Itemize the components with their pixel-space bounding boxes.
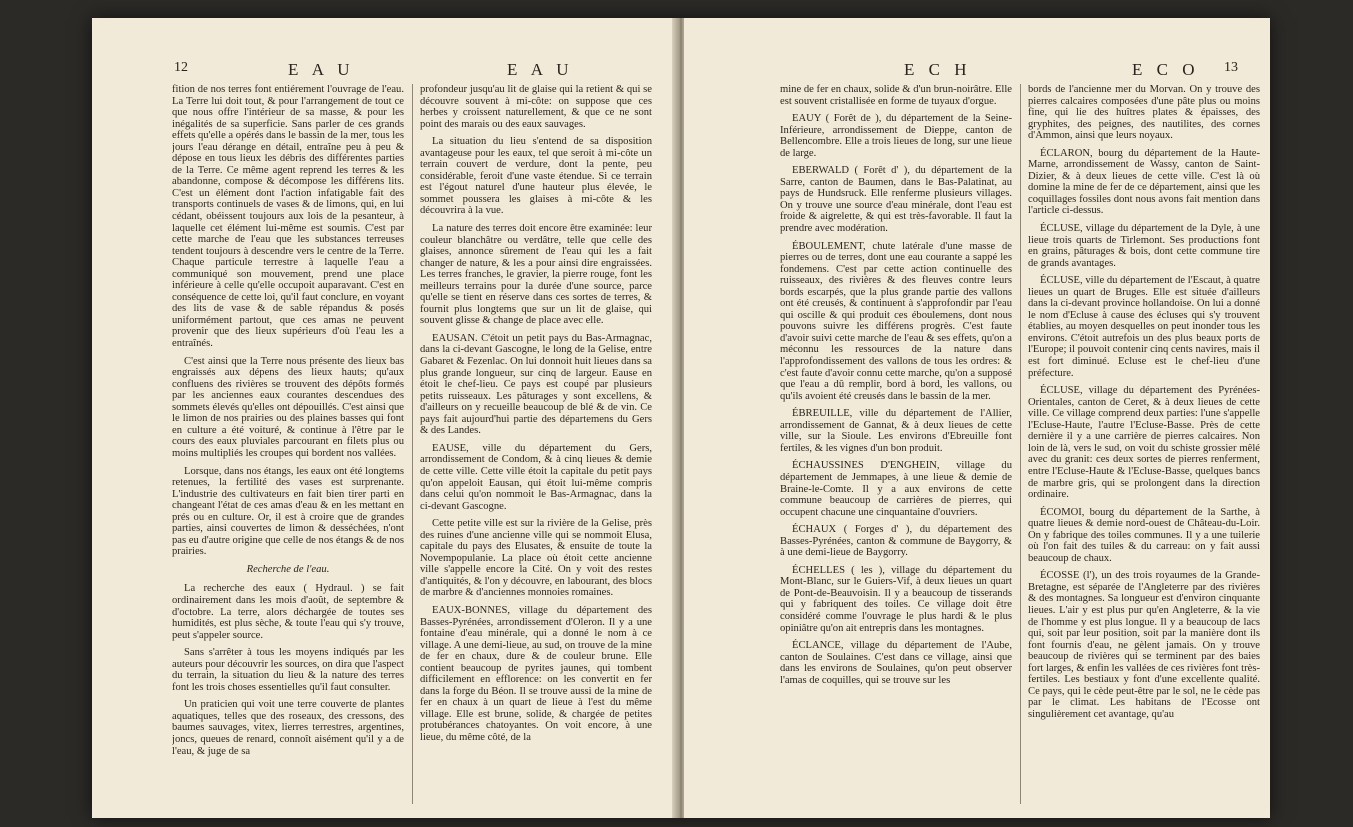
paragraph: La recherche des eaux ( Hydraul. ) se fait ordinairement dans les mois d'août, de septembre & d'octobre. La terre, alors déchargée de toutes ses humidités, est plus sèche, & toute l'eau qui s'y trouve, peut s'appeler source. [172,583,404,641]
paragraph: C'est ainsi que la Terre nous présente des lieux bas engraissés aux dépens des lieux hauts; qu'aux confluens des rivières se trouvent des dépôts formés par les anciennes eaux courantes descendues des sommets élevés qu'elles ont dépouillés. C'est ainsi que le limon de nos prairies ou des plaines basses qui font en culture a été voituré, & continue à l'être par le cours des eaux pluviales parcourant en filets plus ou moins multipliés les croupes qui bordent nos vallées. [172,355,404,459]
paragraph: fition de nos terres font entiérement l'ouvrage de l'eau. La Terre lui doit tout, & pour l'arrangement de tout ce que nous offre l'intérieur de sa masse, & pour les inégalités de sa superficie. Sans parler de ces grands effets qu'elle a opérés dans le bassin de la mer, tous les jours l'eau dérange en détail, entraîne peu à peu & dépose en tous lieux les débris des différentes parties de la Terre. Ce même agent reprend les terres & les abandonne, compose & décompose les différens lits. C'est un élément dont l'action infatigable fait des transports continuels de vases & de limons, qui, en lui cédant, obéissent toujours aux lois de la pesanteur, à laquelle cet élément lui-même est soumis. C'est par cette marche de l'eau que les substances terreuses tendent toujours à descendre vers le centre de la Terre. Chaque particule terrestre à laquelle l'eau a communiqué son mouvement, prend une place inférieure à celle qu'elle occupoit auparavant. C'est en conséquence de cette loi, qu'il faut conclure, en voyant des lits de vase & de sable répandus & posés uniformément partout, que ces amas ne peuvent provenir que des lieux supérieurs d'où l'eau les a entraînés. [172,84,404,350]
paragraph: ÉCOSSE (l'), un des trois royaumes de la Grande-Bretagne, est séparée de l'Angleterre par des rivières & des montagnes. Sa longueur est d'environ cinquante lieues. L'air y est plus pur qu'en Angleterre, & la vie de l'homme y est plus longue. Il y a beaucoup de lacs qui, soit par leur position, soit par la manière dont ils font fournis d'eau, ne gèlent jamais. On y trouve beaucoup de rivières qui se terminent par des baies fort larges, & enfin les vallées de ces rivières font très-fertiles. Les bestiaux y font d'une excellente qualité. Ce pays, qui le cède peut-être par le sol, ne le cède pas par le climat. Les habitans de l'Ecosse ont singulièrement cet avantage, qu'au [1028,570,1260,720]
page-number-right: 13 [1224,60,1238,75]
running-head-right-col2: E C O [1132,60,1200,79]
paragraph: ÉCHAUX ( Forges d' ), du département des Basses-Pyrénées, canton & commune de Baygorry, & à une demi-lieue de Baygorry. [780,524,1012,559]
paragraph: La situation du lieu s'entend de sa disposition avantageuse pour les eaux, tel que seroit à mi-côte un terrain couvert de verdure, dont la pente, peu considérable, feroit d'une vaste étendue. Si ce terrain est l'égout naturel d'une hauteur plus élevée, le sommet poussera les glaises à mi-côte & les découvrira à la vue. [420,136,652,217]
paragraph: Sans s'arrêter à tous les moyens indiqués par les auteurs pour découvrir les sources, on dira que l'aspect du terrain, la situation du lieu & la nature des terres font les trois choses essentielles qu'il faut consulter. [172,647,404,693]
paragraph: EBERWALD ( Forêt d' ), du département de la Sarre, canton de Baumen, dans le Bas-Palatinat, au pays de Hundsruck. Elle renferme plusieurs villages. On y trouve une source d'eau minérale, dont l'eau est froide & aigrelette, & qui est très-favorable. Il faut la prendre avec modération. [780,165,1012,235]
paragraph: ÉCOMOI, bourg du département de la Sarthe, à quatre lieues & demie nord-ouest de Château-du-Loir. On y fabrique des toiles communes. Il y a une tuilerie où l'on fait des tuiles & du carreau: on y fait aussi beaucoup de chaux. [1028,506,1260,564]
paragraph: EAUX-BONNES, village du département des Basses-Pyrénées, arrondissement d'Oleron. Il y a une fontaine d'eau minérale, qui a donné le nom à ce village. A une demi-lieue, au sud, on trouve de la mine de fer en chaux, dure & de couleur brune. Elle contient beaucoup de pyrites jaunes, qui tombent difficilement en efflorence: on les convertit en fer dans la forge du Béon. Il se trouve aussi de la mine de fer en chaux à un quart de lieue à l'est du même village. Elle est brune, solide, & chargée de petites protubérances chatoyantes. On voit encore, à une lieue, du même côté, de la [420,604,652,743]
paragraph: ÉBOULEMENT, chute latérale d'une masse de pierres ou de terres, dont une eau courante a sappé les fondemens. C'est par cette action continuelle des ruisseaux, des rivières & des fleuves contre leurs bords escarpés, que la plus grande partie des vallons ont été creusés, & continuent à s'approfondir par l'eau qui oscille & qui produit ces éboulemens, dont nous pouvons suivre les différens progrès. C'est faute d'avoir suivi cette marche de l'eau & ses effets, qu'on a méconnu les ressources de la nature dans l'approfondissement des vallons de tous les ordres: & c'est faute d'avoir connu cette marche, qu'on a supposé que l'eau a dû remplir, bord à bord, les vallons, ou qu'ils avoient été creusés dans le bassin de la mer. [780,240,1012,402]
right-page-column-1 [780,84,1012,809]
column-rule [1020,84,1021,804]
running-head-left-col1: E A U [288,60,355,79]
paragraph: ÉCLARON, bourg du département de la Haute-Marne, arrondissement de Wassy, canton de Saint-Dizier, & à deux lieues de cette ville. C'est là où domine la mine de fer de ce département, ainsi que les coquillages fossiles dont nous avons fait mention dans l'article ci-dessus. [1028,147,1260,217]
right-page-column-2 [1028,84,1260,809]
paragraph: ÉBREUILLE, ville du département de l'Allier, arrondissement de Gannat, & à deux lieues de cette ville, sur la Sioule. Les environs d'Ebreuille font fertiles, & les vignes d'un bon produit. [780,408,1012,454]
paragraph: mine de fer en chaux, solide & d'un brun-noirâtre. Elle est souvent cristallisée en forme de tuyaux d'orgue. [780,84,1012,107]
paragraph: ÉCLUSE, ville du département de l'Escaut, à quatre lieues un quart de Bruges. Elle est située d'ailleurs dans la ci-devant province hollandoise. On lui a donné le nom d'Ecluse à cause des écluses qui s'y trouvent établies, au moyen desquelles on peut inonder tous les environs. C'étoit autrefois un des plus beaux ports de l'Europe; il pouvoit contenir cinq cents navires, mais il est fort diminué. Ecluse est le chef-lieu d'une préfecture. [1028,275,1260,379]
paragraph: EAUY ( Forêt de ), du département de la Seine-Inférieure, arrondissement de Dieppe, canton de Bellencombre. Elle a trois lieues de long, sur une lieue de large. [780,113,1012,159]
paragraph: Cette petite ville est sur la rivière de la Gelise, près des ruines d'une ancienne ville qui se nommoit Elusa, capitale du pays des Elusates, & ensuite de toute la Novempopulanie. La place où étoit cette ancienne ville s'appelle encore la Cité. On y voit des restes d'antiquités, & l'on y découvre, en labourant, des blocs de marbre & d'anciennes monnoies romaines. [420,518,652,599]
paragraph: EAUSAN. C'étoit un petit pays du Bas-Armagnac, dans la ci-devant Gascogne, le long de la Gelise, entre Gabaret & Fezenlac. On lui donnoit huit lieues dans sa plus grande longueur, sur cinq de largeur. Eause en étoit le chef-lieu. Ce pays est coupé par plusieurs petits ruisseaux. Les pâturages y sont excellens, & d'ailleurs on y recueille beaucoup de blé & de vin. Ce pays fait aujourd'hui partie des départemens du Gers & des Landes. [420,332,652,437]
paragraph: La nature des terres doit encore être examinée: leur couleur blanchâtre ou verdâtre, telle que celle des glaises, annonce sûrement de l'eau qui les a fait changer de nature, & les a pour ainsi dire engraissées. Les terres franches, le gravier, la pierre rouge, font les meilleurs terrains pour la durée d'une source, parce qu'elle se tient en réserve dans ces sortes de terres, & fournit plus longtems que sur un lit de glaise, qui souvent glisse & change de place avec elle. [420,223,652,327]
column-rule [412,84,413,804]
left-page-column-1 [172,84,404,809]
paragraph: Lorsque, dans nos étangs, les eaux ont été longtems retenues, la fertilité des vases est surprenante. L'industrie des cultivateurs en fait bien tirer parti en changeant l'état de ces amas d'eau & en les mettant en prés ou en culture. Or, il est à croire que de grandes parties, ainsi couvertes de limon & desséchées, n'ont pas eu d'autre origine que celle de nos étangs & de nos prairies. [172,465,404,558]
right-page [684,18,1270,818]
running-head-right-col1: E C H [904,60,972,79]
running-head-left-col2: E A U [507,60,574,79]
left-page-column-2 [420,84,652,809]
paragraph: ÉCHELLES ( les ), village du département du Mont-Blanc, sur le Guiers-Vif, à deux lieues un quart de Pont-de-Beauvoisin. Il y a beaucoup de tisserands qui y fabriquent des toiles. Ce village doit être considéré comme l'ouvrage le plus hardi & le plus opiniâtre qu'on ait entrepris dans les montagnes. [780,564,1012,634]
book-spread [92,18,1270,818]
page-number-left: 12 [174,60,188,75]
section-subhead: Recherche de l'eau. [246,563,330,575]
paragraph: EAUSE, ville du département du Gers, arrondissement de Condom, & à cinq lieues & demie de cette ville. Cette ville étoit la capitale du petit pays qu'on appeloit Eausan, qui étoit lui-même compris dans celui qu'on nommoit le Bas-Armagnac, dans la ci-devant Gascogne. [420,442,652,512]
paragraph: Un praticien qui voit une terre couverte de plantes aquatiques, telles que des roseaux, des cressons, des baumes sauvages, vitex, lierres terrestres, argentines, joncs, queues de renard, connoît aisément qu'il y a de l'eau, & juge de sa [172,699,404,757]
paragraph: profondeur jusqu'au lit de glaise qui la retient & qui se découvre souvent à mi-côte: on suppose que ces herbes y croissent naturellement, & que ce ne sont point des marais ou des eaux sauvages. [420,84,652,130]
paragraph: ÉCLANCE, village du département de l'Aube, canton de Soulaines. C'est dans ce village, ainsi que dans les environs de Soulaines, qu'on peut observer l'amas de coquilles, qui se trouve sur les [780,640,1012,686]
paragraph: ÉCLUSE, village du département des Pyrénées-Orientales, canton de Ceret, & à deux lieues de cette ville. Ce village comprend deux parties: l'une s'appelle l'Ecluse-Haute, l'autre l'Ecluse-Basse. Près de cette dernière il y a une carrière de pierres calcaires. Non loin de là, vers le sud, on voit du schiste grossier mêlé avec du granit: ces deux sortes de pierres renferment, entre l'Ecluse-Haute & l'Ecluse-Basse, quelques bancs de marbre gris, qui se prolongent dans la direction ordinaire. [1028,385,1260,501]
left-page [92,18,678,818]
paragraph: bords de l'ancienne mer du Morvan. On y trouve des pierres calcaires composées d'une pâte plus ou moins fine, qui lie des huîtres plates & épaisses, des gryphites, des peignes, des nautilites, des cornes d'Ammon, ainsi que leurs noyaux. [1028,84,1260,142]
paragraph: ÉCLUSE, village du département de la Dyle, à une lieue trois quarts de Tirlemont. Ses productions font en grains, pâturages & bois, dont cette commune tire de grands avantages. [1028,223,1260,269]
paragraph: ÉCHAUSSINES D'ENGHEIN, village du département de Jemmapes, à une lieue & demie de Braine-le-Comte. Il y a aux environs de cette commune beaucoup de carrières de pierres, qui occupent chacune une cinquantaine d'ouvriers. [780,460,1012,518]
